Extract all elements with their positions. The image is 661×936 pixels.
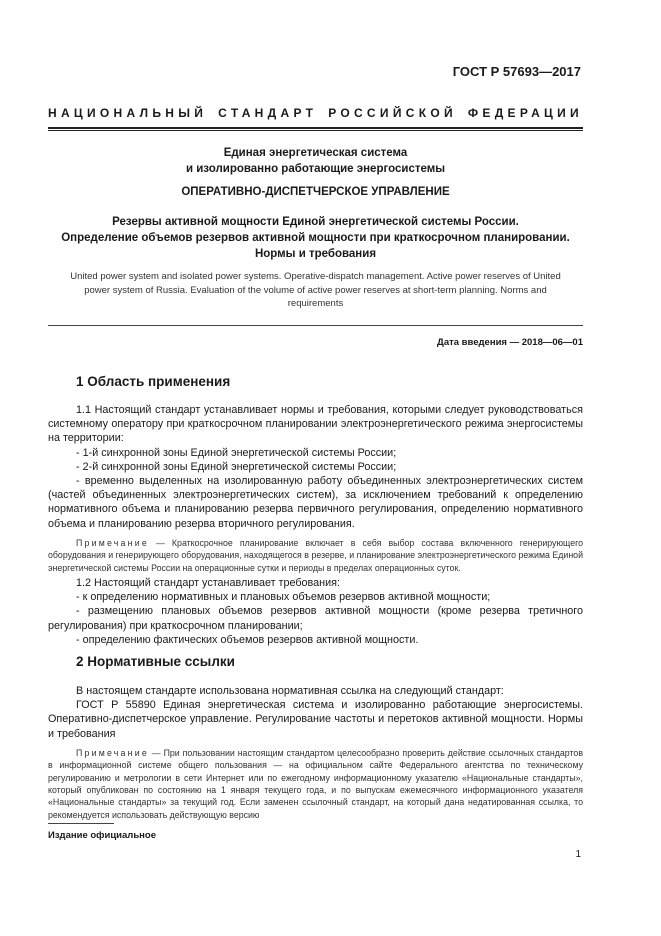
edition-label: Издание официальное	[48, 830, 156, 841]
reference-item: ГОСТ Р 55890 Единая энергетическая система и изолированно работающие энергосистемы. Оперативно-диспетчерское управление. Регулирование частоты и перетоков активной мощности. Нормы и требования	[48, 699, 583, 740]
standard-heading	[48, 106, 583, 120]
heading-rule-thin	[48, 130, 583, 131]
title-divider	[48, 325, 583, 326]
heading-word: НАЦИОНАЛЬНЫЙ	[48, 106, 208, 120]
title-system-line: и изолированно работающие энергосистемы	[185, 163, 446, 175]
title-sub-line: Нормы и требования	[254, 248, 377, 260]
intro-date: Дата введения — 2018—06—01	[437, 337, 583, 348]
title-sub-line: Резервы активной мощности Единой энергетической системы России.	[112, 216, 519, 228]
note-text: — При пользовании настоящим стандартом целесообразно проверить действие ссылочных стандартов в информационной системе общего пользования — на официальном сайте Федерального агентства по техническому регулированию и метрологии в сети Интернет или по ежегодному информационному указателю «Национальные стандарты», который опубликован по состоянию на 1 января текущего года, и по выпускам ежемесячного информационного указателя «Национальные стандарты» за текущий год. Если заменен ссылочный стандарт, на который дана недатированная ссылка, то рекомендуется использовать действующую версию	[48, 747, 583, 820]
title-sub-line: Определение объемов резервов активной мощности при краткосрочном планировании.	[61, 232, 570, 244]
note-label: Примечание	[76, 537, 149, 548]
list-item: - 2-й синхронной зоны Единой энергетической системы России;	[76, 460, 397, 473]
list-item: - размещению плановых объемов резервов активной мощности (кроме резерва третичного регулирования) при краткосрочном планировании;	[48, 605, 583, 632]
paragraph: В настоящем стандарте использована нормативная ссылка на следующий стандарт:	[76, 685, 504, 697]
page-number: 1	[575, 849, 581, 860]
title-english	[48, 270, 583, 311]
section-heading: 2 Нормативные ссылки	[76, 654, 235, 669]
gost-id: ГОСТ Р 57693—2017	[452, 64, 581, 79]
heading-word: СТАНДАРТ	[218, 106, 318, 120]
title-main: ОПЕРАТИВНО-ДИСПЕТЧЕРСКОЕ УПРАВЛЕНИЕ	[181, 186, 450, 198]
heading-word: ФЕДЕРАЦИИ	[467, 106, 583, 120]
title-english-line: United power system and isolated power systems. Operative-dispatch management. Active power reserves of United	[70, 271, 561, 282]
title-subtitle	[48, 214, 583, 262]
heading-word: РОССИЙСКОЙ	[328, 106, 457, 120]
list-item: - 1-й синхронной зоны Единой энергетической системы России;	[76, 446, 397, 459]
footer-rule	[48, 823, 114, 824]
list-item: - определению фактических объемов резервов активной мощности.	[76, 633, 419, 646]
heading-rule-thick	[48, 127, 583, 129]
title-english-line: power system of Russia. Evaluation of the volume of active power reserves at short-term planning. Norms and	[84, 284, 547, 296]
note	[48, 747, 583, 821]
paragraph: 1.1 Настоящий стандарт устанавливает нормы и требования, которыми следует руководствоваться системному оператору при краткосрочном планировании электроэнергетического режима энергосистемы на территории:	[48, 404, 583, 445]
note	[48, 537, 583, 574]
title-english-line: requirements	[287, 298, 344, 309]
list-item: - временно выделенных на изолированную работу объединенных электроэнергетических систем (частей объединенных электроэнергетических систем), за исключением требований к определению нормативного объема и планированию резерва первичного регулирования, определению нормативного объема и планированию резерва вторичного регулирования.	[48, 475, 583, 530]
section-heading: 1 Область применения	[76, 374, 231, 389]
list-item: - к определению нормативных и плановых объемов резервов активной мощности;	[76, 591, 491, 604]
section1-body-cont	[48, 576, 583, 647]
section2-body	[48, 684, 583, 821]
section1-body	[48, 403, 583, 574]
title-system	[48, 145, 583, 177]
note-label: Примечание	[76, 747, 149, 758]
note-text: — Краткосрочное планирование включает в себя выбор состава включенного генерирующего оборудования и генерирующего оборудования, находящегося в резерве, и планирование электроэнергетического режима Единой энергетической системы России на операционные сутки и периоды в пределах операционных суток.	[48, 537, 583, 573]
title-system-line: Единая энергетическая система	[223, 147, 408, 159]
paragraph: 1.2 Настоящий стандарт устанавливает требования:	[76, 577, 341, 589]
